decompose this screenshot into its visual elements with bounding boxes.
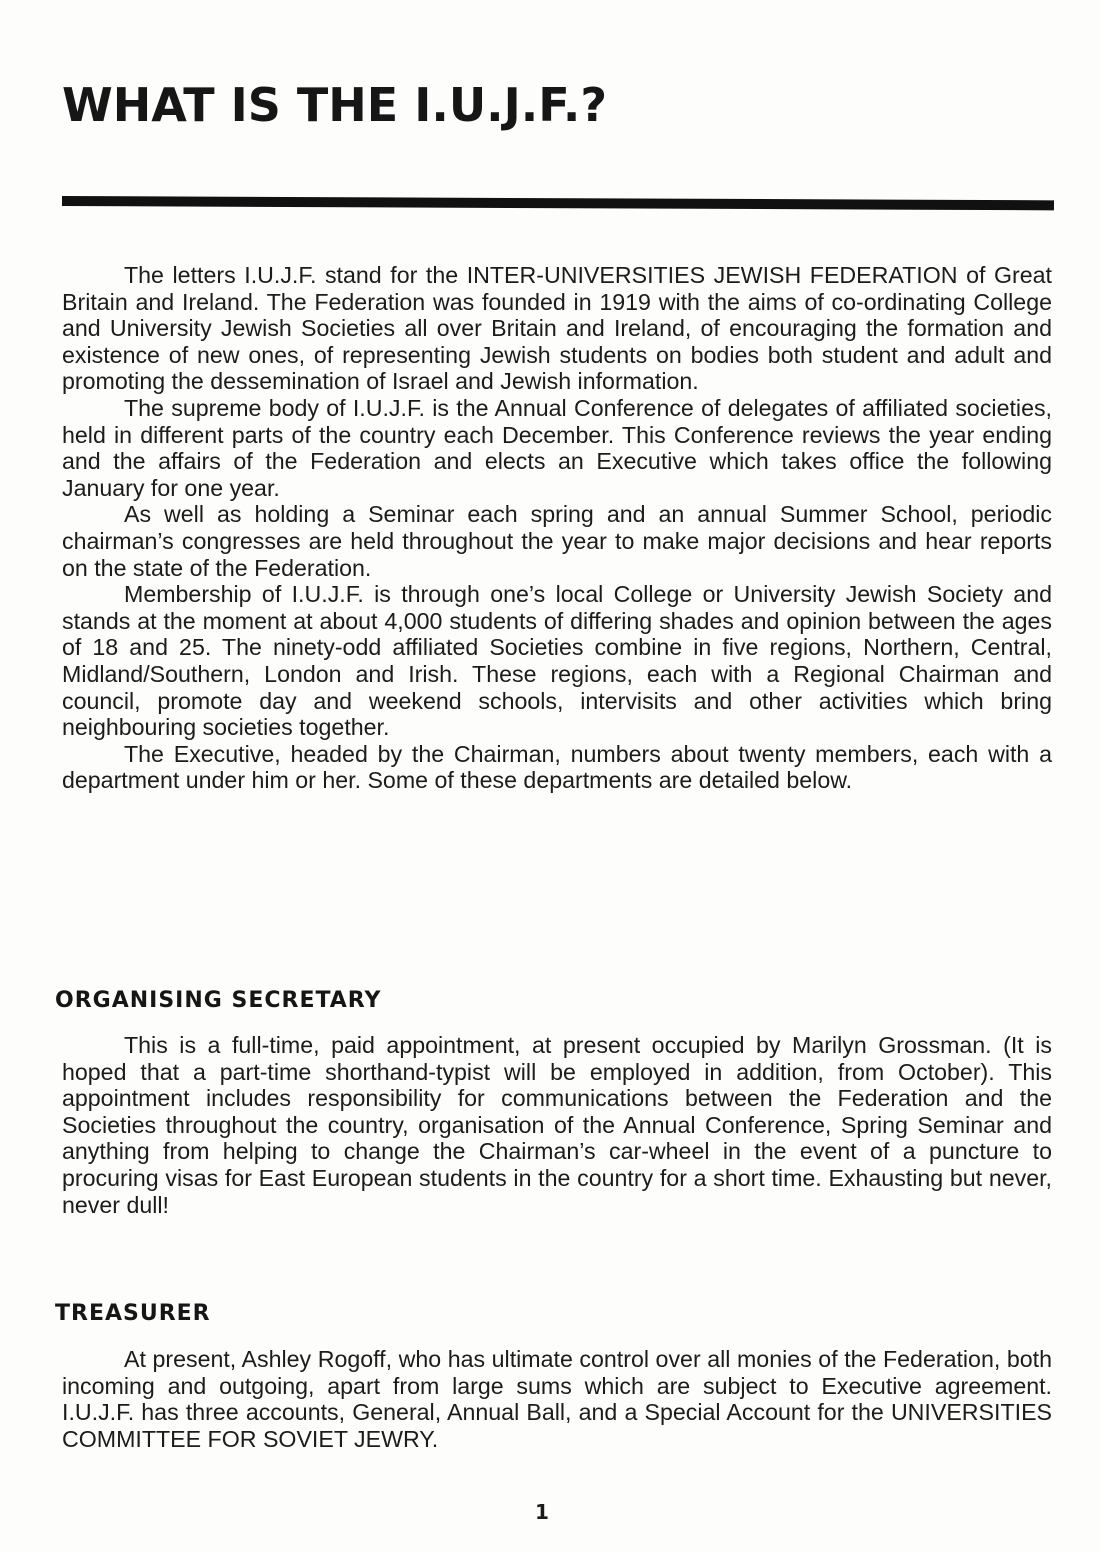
organising-secretary-text: [62, 1032, 1052, 1218]
intro-paragraph-1: The letters I.U.J.F. stand for the INTER-UNIVERSITIES JEWISH FEDERATION of Great Britain and Ireland. The Federation was founded in 1919 with the aims of co-ordinating College and University Jewish Societies all over Britain and Ireland, of encouraging the formation and existence of new ones, of representing Jewish students on bodies both student and adult and promoting the dessemination of Israel and Jewish information.: [62, 262, 1052, 395]
intro-paragraph-2: The supreme body of I.U.J.F. is the Annual Conference of delegates of affiliated societies, held in different parts of the country each December. This Conference reviews the year ending and the affairs of the Federation and elects an Executive which takes office the following January for one year.: [62, 394, 1052, 501]
section-heading-organising-secretary: ORGANISING SECRETARY: [55, 988, 382, 1013]
treasurer-paragraph: At present, Ashley Rogoff, who has ultimate control over all monies of the Federation, both incoming and outgoing, apart from large sums which are subject to Executive agreement. I.U.J.F. has three accounts, General, Annual Ball, and a Special Account for the UNIVERSITIES COMMITTEE FOR SOVIET JEWRY.: [62, 1346, 1052, 1452]
section-heading-treasurer: TREASURER: [55, 1301, 211, 1326]
treasurer-text: [62, 1346, 1052, 1452]
page-number: 1: [535, 1500, 549, 1524]
title-rule: [62, 196, 1054, 210]
intro-paragraph-3: As well as holding a Seminar each spring and an annual Summer School, periodic chairman’s congresses are held throughout the year to make major decisions and hear reports on the state of the Federation.: [62, 501, 1052, 581]
intro-paragraph-4: Membership of I.U.J.F. is through one’s local College or University Jewish Society and stands at the moment at about 4,000 students of differing shades and opinion between the ages of 18 and 25. The ninety-odd affiliated Societies combine in five regions, Northern, Central, Midland/Southern, London and Irish. These regions, each with a Regional Chairman and council, promote day and weekend schools, intervisits and other activities which bring neighbouring societies together.: [62, 581, 1052, 741]
intro-paragraph-5: The Executive, headed by the Chairman, numbers about twenty members, each with a department under him or her. Some of these departments are detailed below.: [62, 740, 1052, 794]
organising-secretary-paragraph: This is a full-time, paid appointment, at present occupied by Marilyn Grossman. (It is hoped that a part-time shorthand-typist will be employed in addition, from October). This appointment includes responsibility for communications between the Federation and the Societies throughout the country, organisation of the Annual Conference, Spring Seminar and anything from helping to change the Chairman’s car-wheel in the event of a puncture to procuring visas for East European students in the country for a short time. Exhausting but never, never dull!: [62, 1032, 1052, 1218]
page-title: WHAT IS THE I.U.J.F.?: [62, 78, 608, 132]
intro-text: [62, 262, 1052, 794]
